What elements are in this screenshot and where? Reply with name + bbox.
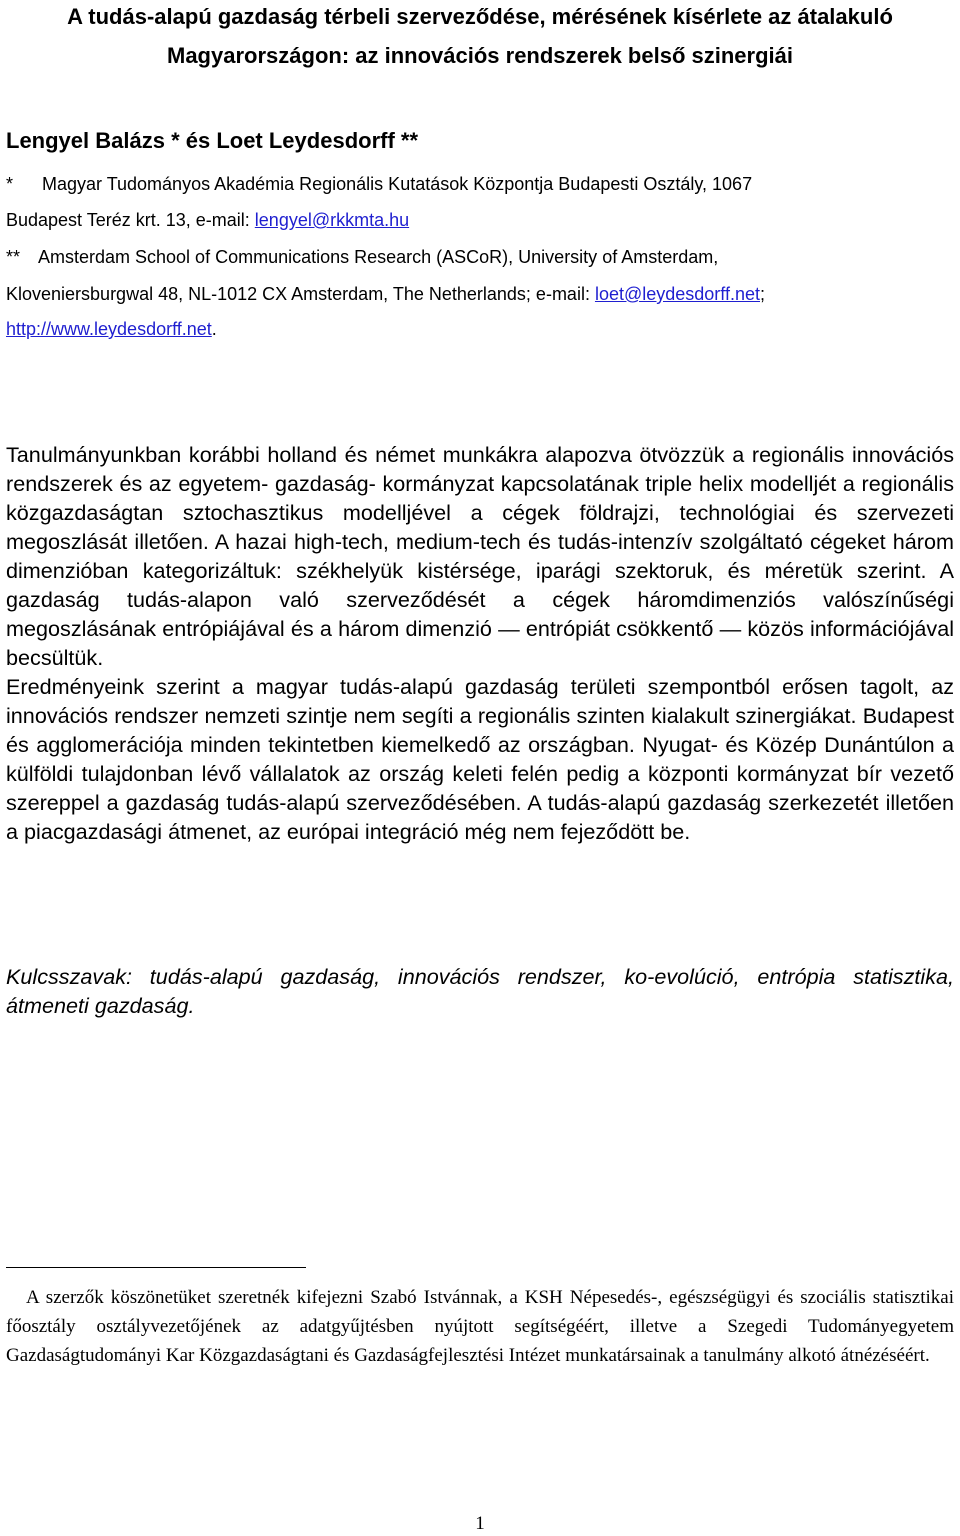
website-link[interactable]: http://www.leydesdorff.net [6, 319, 212, 339]
affiliation-2-mark: ** [6, 247, 21, 267]
affiliation-2-text: Amsterdam School of Communications Research (ASCoR), University of Amsterdam, [38, 247, 719, 267]
affiliation-1-text: Magyar Tudományos Akadémia Regionális Kutatások Központja Budapesti Osztály, 1067 [42, 174, 753, 194]
affiliation-2-line-1 [6, 248, 954, 266]
paper-title-line-2: Magyarországon: az innovációs rendszerek belső szinergiái [167, 43, 793, 68]
abstract-paragraph-1: Tanulmányunkban korábbi holland és német munkákra alapozva ötvözzük a regionális innovációs rendszerek és az egyetem- gazdaság- kormányzat kapcsolatának triple helix modelljét a regionális közgazdaságtan sztochasztikus modelljével a cégek földrajzi, technológiai és szervezeti megoszlását illetően. A hazai high-tech, medium-tech és tudás-intenzív szolgáltató cégeket három dimenzióban kategorizáltuk: székhelyük kistérsége, iparági szektoruk, és méretük szerint. A gazdaság tudás-alapon való szerveződését a cégek háromdimenziós valószínűségi megoszlásának entrópiájával és a három dimenzió — entrópiát csökkentő — közös információjával becsültük. [6, 442, 954, 670]
footnote-divider [6, 1267, 306, 1268]
page-number: 1 [475, 1513, 485, 1534]
affiliation-1-address: Budapest Teréz krt. 13, e-mail: [6, 210, 255, 230]
abstract [6, 440, 954, 846]
email-link-lengyel[interactable]: lengyel@rkkmta.hu [254, 210, 410, 230]
authors: Lengyel Balázs * és Loet Leydesdorff ** [6, 128, 419, 153]
affiliation-2-line-3 [6, 320, 954, 338]
affiliation-2-line-2 [6, 285, 954, 303]
keywords: Kulcsszavak: tudás-alapú gazdaság, innovációs rendszer, ko-evolúció, entrópia statisztika, átmeneti gazdaság. [6, 964, 954, 1018]
paper-title-line-1: A tudás-alapú gazdaság térbeli szerveződése, mérésének kísérlete az átalakuló [67, 4, 893, 29]
affiliation-1-line-2 [6, 211, 954, 229]
affiliation-1-mark: * [6, 174, 14, 194]
affiliation-2-end: . [211, 319, 217, 339]
affiliation-2-separator: ; [760, 284, 766, 304]
affiliation-1-line-1 [6, 175, 954, 193]
footnote: A szerzők köszönetüket szeretnék kifejezni Szabó Istvánnak, a KSH Népesedés-, egészségügyi és szociális statisztikai főosztály osztályvezetőjének az adatgyűjtésben nyújtott segítségéért, illetve a Szegedi Tudományegyetem Gazdaságtudományi Kar Közgazdaságtani és Gazdaságfejlesztési Intézet munkatársainak a tanulmány alkotó átnézéséért. [6, 1287, 954, 1366]
email-link-leydesdorff[interactable]: loet@leydesdorff.net [594, 284, 760, 304]
affiliation-2-address: Kloveniersburgwal 48, NL-1012 CX Amsterdam, The Netherlands; e-mail: [6, 284, 595, 304]
abstract-paragraph-2: Eredményeink szerint a magyar tudás-alapú gazdaság területi szempontból erősen tagolt, az innovációs rendszer nemzeti szintje nem segíti a regionális szinten kialakult szinergiákat. Budapest és agglomerációja minden tekintetben kiemelkedő az országban. Nyugat- és Közép Dunántúlon a külföldi tulajdonban lévő vállalatok az ország keleti felén pedig a központi kormányzat bír vezető szereppel a gazdaság tudás-alapú szerveződésében. A tudás-alapú gazdaság szerkezetét illetően a piacgazdasági átmenet, az európai integráció még nem fejeződött be. [6, 674, 954, 844]
